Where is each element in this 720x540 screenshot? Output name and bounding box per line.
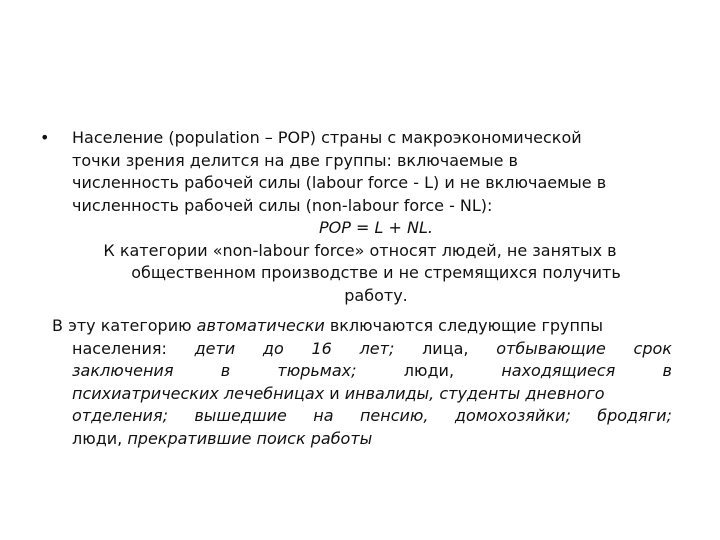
formula: POP = L + NL. <box>319 218 433 237</box>
word: заключения <box>72 361 174 380</box>
definition-line: общественном производстве и не стремящихся получить <box>131 263 621 282</box>
word: отбывающие <box>496 338 606 358</box>
word: дети <box>194 338 236 358</box>
word: находящиеся <box>501 361 616 380</box>
word: пенсию, <box>359 406 429 425</box>
emphasis-text: инвалиды, студенты дневного <box>344 383 605 403</box>
word: лет; <box>359 338 395 358</box>
text-line: численность рабочей силы (labour force - L) и не включаемые в <box>72 173 607 192</box>
text-line: Население (population – POP) страны с макроэкономической <box>72 128 582 147</box>
word: бродяги; <box>597 406 672 425</box>
bullet-paragraph <box>40 127 680 307</box>
emphasis-text: психиатрических лечебницах <box>72 383 325 403</box>
word: люди, <box>403 361 455 380</box>
word: отделения; <box>72 406 168 425</box>
definition-line: работу. <box>344 285 408 305</box>
word: вышедшие <box>194 406 287 425</box>
text-run: люди, <box>72 428 128 448</box>
category-paragraph <box>52 315 672 450</box>
text-line <box>72 383 672 406</box>
text-line <box>72 360 672 383</box>
word: 16 <box>311 338 332 358</box>
word: в <box>662 361 672 380</box>
word: в <box>220 361 231 380</box>
text-run: и <box>324 383 345 403</box>
text-line <box>72 428 672 451</box>
word: лица, <box>422 338 469 358</box>
text-line: численность рабочей силы (non-labour force - NL): <box>72 195 493 215</box>
emphasis-text: прекратившие поиск работы <box>127 428 373 448</box>
word: домохозяйки; <box>454 406 571 425</box>
text-run: В эту категорию <box>52 316 197 335</box>
text-line <box>52 315 672 338</box>
text-run: включаются следующие группы <box>324 316 604 335</box>
word: населения: <box>72 338 167 358</box>
word: срок <box>633 338 672 358</box>
text-line <box>72 338 672 361</box>
text-line <box>72 405 672 428</box>
word: тюрьмах; <box>277 361 357 380</box>
word: на <box>313 406 334 425</box>
word: до <box>262 338 284 358</box>
bullet-icon: • <box>40 128 50 147</box>
text-line: точки зрения делится на две группы: включаемые в <box>72 150 518 170</box>
definition-line: К категории «non-labour force» относят людей, не занятых в <box>103 240 617 260</box>
emphasis-text: автоматически <box>196 316 325 335</box>
